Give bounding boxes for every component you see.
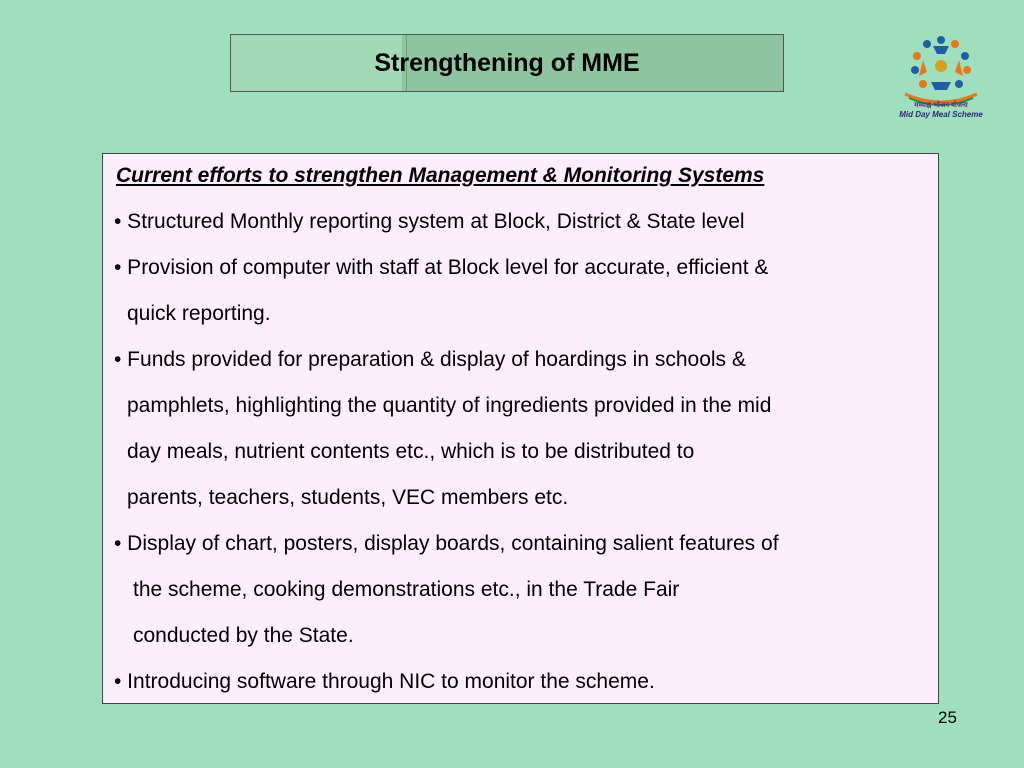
content-line-7: parents, teachers, students, VEC members etc. bbox=[127, 486, 569, 509]
page-number: 25 bbox=[938, 708, 957, 727]
logo-figures bbox=[911, 36, 971, 90]
content-line-11: • Introducing software through NIC to monitor the scheme. bbox=[114, 670, 655, 693]
content-line-2: • Provision of computer with staff at Block level for accurate, efficient & bbox=[114, 256, 769, 279]
content-line-8: • Display of chart, posters, display boards, containing salient features of bbox=[114, 532, 779, 555]
content-box bbox=[102, 153, 939, 704]
logo-caption-english: Mid Day Meal Scheme bbox=[899, 110, 983, 119]
content-line-10: conducted by the State. bbox=[133, 624, 354, 647]
slide-title: Strengthening of MME bbox=[374, 48, 640, 77]
content-line-6: day meals, nutrient contents etc., which is to be distributed to bbox=[127, 440, 695, 463]
content-line-4: • Funds provided for preparation & display of hoardings in schools & bbox=[114, 348, 746, 371]
content-line-9: the scheme, cooking demonstrations etc., in the Trade Fair bbox=[133, 578, 680, 601]
logo-caption-hindi: मध्याह्न भोजन योजना bbox=[914, 102, 968, 109]
content-heading: Current efforts to strengthen Management & Monitoring Systems bbox=[116, 164, 765, 187]
content-line-5: pamphlets, highlighting the quantity of ingredients provided in the mid bbox=[127, 394, 772, 417]
content-line-1: • Structured Monthly reporting system at Block, District & State level bbox=[114, 210, 745, 233]
content-line-3: quick reporting. bbox=[127, 302, 271, 325]
title-box bbox=[230, 34, 784, 92]
